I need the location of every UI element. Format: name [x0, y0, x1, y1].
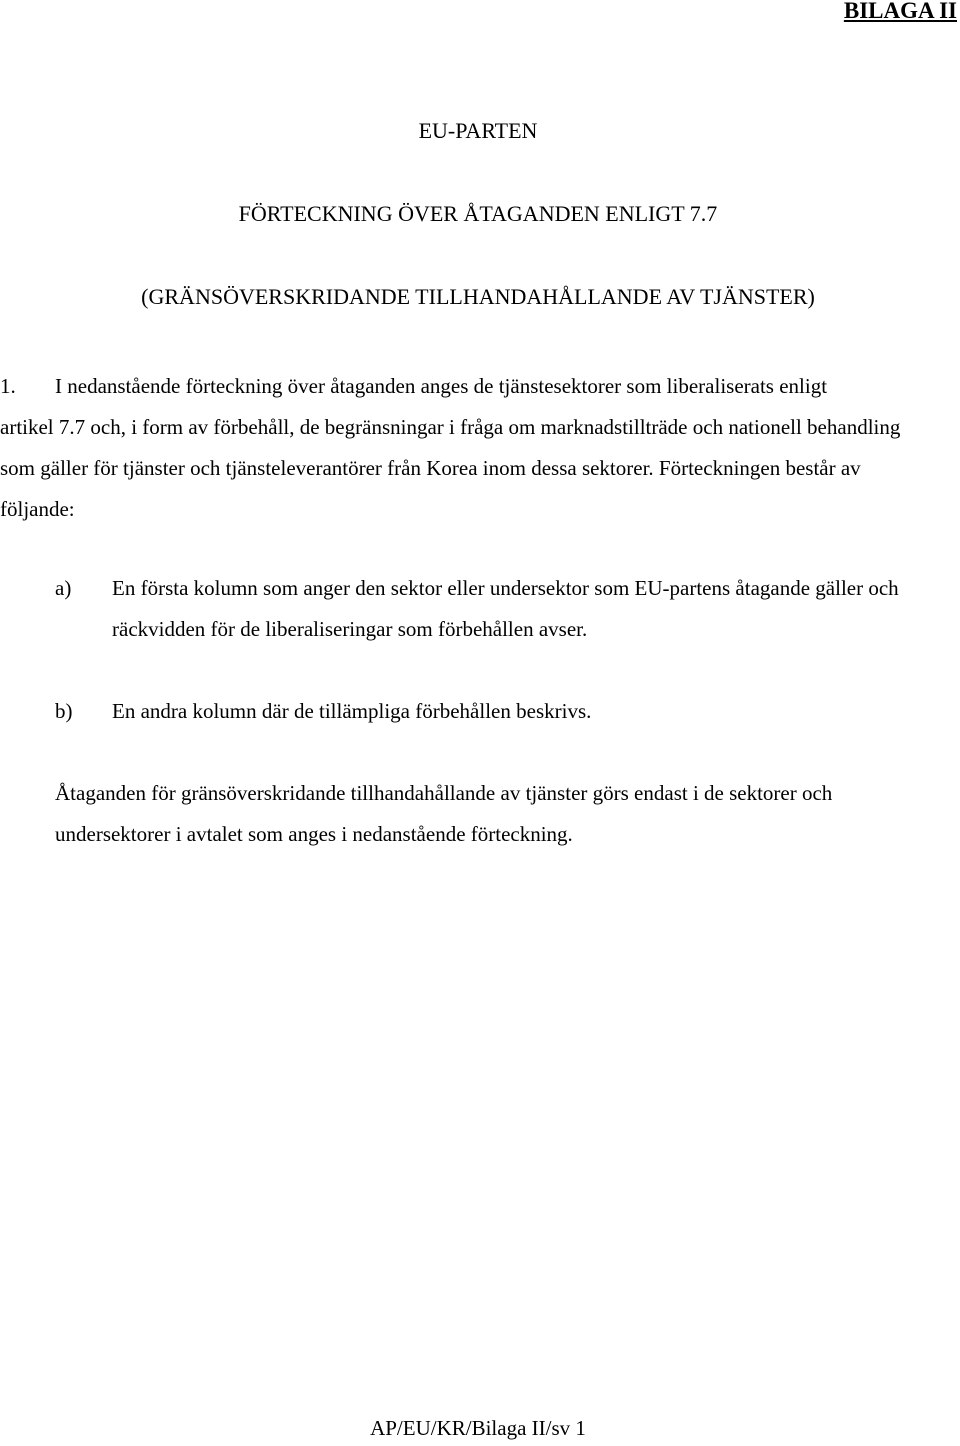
list-item-a — [55, 568, 915, 650]
closing-paragraph: Åtaganden för gränsöverskridande tillhandahållande av tjänster görs endast i de sektorer och undersektorer i avtalet som anges i nedanstående förteckning. — [55, 781, 833, 846]
party-heading: EU-PARTEN — [418, 118, 538, 143]
schedule-heading: FÖRTECKNING ÖVER ÅTAGANDEN ENLIGT 7.7 — [238, 201, 718, 226]
schedule-subheading: (GRÄNSÖVERSKRIDANDE TILLHANDAHÅLLANDE AV TJÄNSTER) — [141, 284, 815, 309]
page-footer-reference: AP/EU/KR/Bilaga II/sv 1 — [370, 1416, 586, 1440]
list-item-b — [55, 691, 915, 732]
list-marker-a: a) — [55, 576, 72, 600]
paragraph-1 — [0, 366, 920, 530]
list-marker-b: b) — [55, 699, 73, 723]
list-text-b: En andra kolumn där de tillämpliga förbehållen beskrivs. — [112, 699, 592, 723]
paragraph-1-first-line: I nedanstående förteckning över åtaganden anges de tjänstesektorer som liberaliserats enligt — [55, 374, 828, 398]
annex-label: BILAGA II — [843, 0, 957, 23]
paragraph-number: 1. — [0, 374, 16, 398]
paragraph-1-body: artikel 7.7 och, i form av förbehåll, de begränsningar i fråga om marknadstillträde och nationell behandling som gäller för tjänster och tjänsteleverantörer från Korea inom dessa sektorer. Förteckningen består av följande: — [0, 415, 901, 521]
list-text-a: En första kolumn som anger den sektor eller undersektor som EU-partens åtagande gäller och räckvidden för de liberaliseringar som förbehållen avser. — [112, 576, 899, 641]
